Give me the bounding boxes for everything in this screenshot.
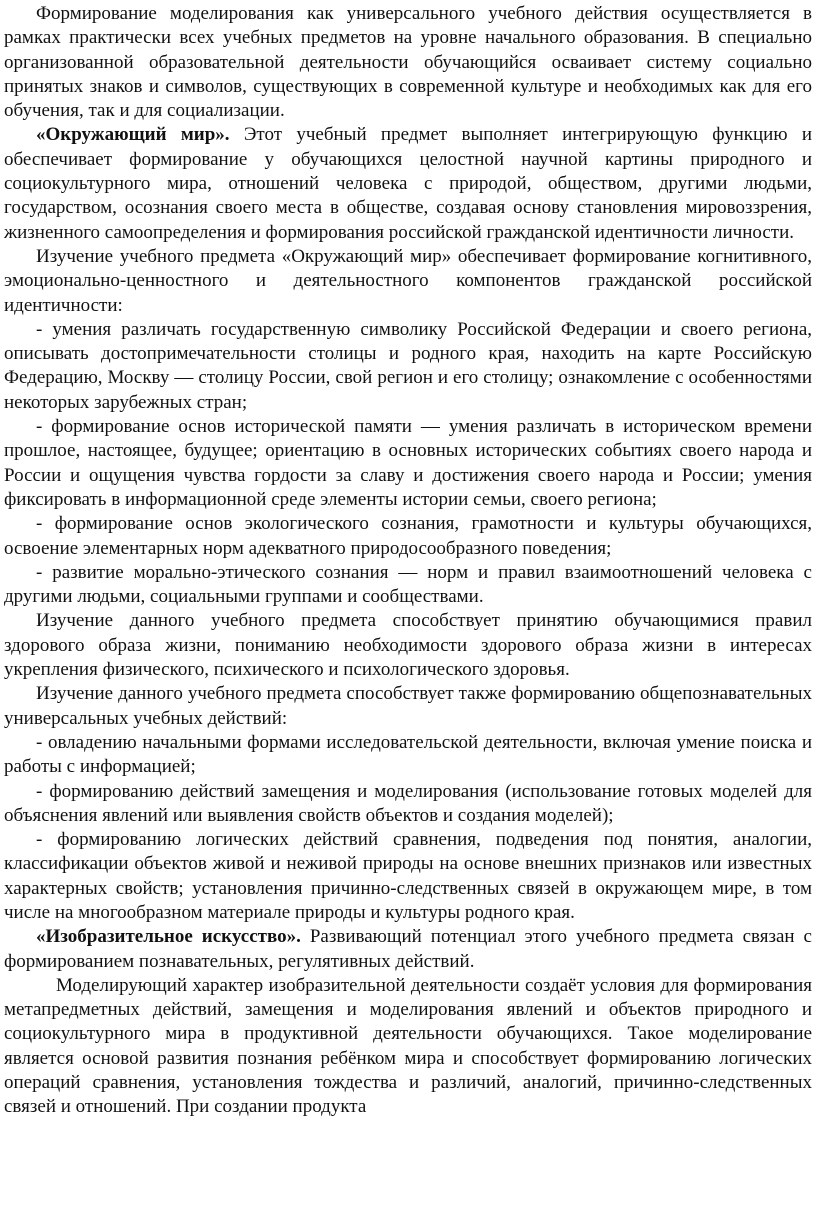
paragraph-text: Этот учебный предмет выполняет интегрирующую функцию и обеспечивает формирование у обучающихся целостной научной картины природного и социокультурного мира, отношений человека с природой, обществом, другими людьми, государством, осознания своего места в обществе, создавая основу становления мировоззрения, жизненного самоопределения и формирования российской гражданской идентичности личности.: [4, 124, 813, 243]
paragraph-text: Формирование моделирования как универсального учебного действия осуществляется в рамках практически всех учебных предметов на уровне начального образования. В специально организованной образовательной деятельности обучающийся осваивает систему социально принятых знаков и символов, существующих в современной культуре и необходимых как для его обучения, так и для социализации.: [4, 3, 812, 122]
paragraph-text: Изучение учебного предмета «Окружающий мир» обеспечивает формирование когнитивного, эмоционально-ценностного и деятельностного компонентов гражданской российской идентичности:: [4, 245, 812, 316]
paragraph-general-actions: [4, 682, 812, 731]
list-item-text: - формированию логических действий сравнения, подведения под понятия, аналогии, классификации объектов живой и неживой природы на основе внешних признаков или известных характерных свойств; установления причинно-следственных связей в окружающем мире, в том числе на многообразном материале природы и культуры родного края.: [4, 829, 812, 923]
paragraph-identity: [4, 245, 812, 318]
list-item: [4, 780, 812, 829]
list-item-text: - формированию действий замещения и моделирования (использование готовых моделей для объяснения явлений или выявления свойств объектов и создания моделей);: [4, 780, 812, 826]
section-heading: «Окружающий мир».: [36, 124, 230, 146]
list-item-text: - овладению начальными формами исследовательской деятельности, включая умение поиска и работы с информацией;: [4, 731, 812, 778]
list-item: [4, 318, 812, 415]
list-item: [4, 512, 812, 561]
list-item: [4, 415, 812, 512]
list-item-text: - формирование основ исторической памяти — умения различать в историческом времени прошлое, настоящее, будущее; ориентацию в основных исторических событиях своего народа и России и ощущения чувства гордости за славу и достижения своего народа и России; умения фиксировать в информационной среде элементы истории семьи, своего региона;: [4, 416, 812, 510]
paragraph-text: Изучение данного учебного предмета способствует принятию обучающимися правил здорового образа жизни, пониманию необходимости здорового образа жизни в интересах укрепления физического, психического и психологического здоровья.: [4, 610, 812, 681]
paragraph-okruzhayushchiy-mir: [4, 123, 812, 244]
list-item-text: - умения различать государственную символику Российской Федерации и своего региона, описывать достопримечательности столицы и родного края, находить на карте Российскую Федерацию, Москву — столицу России, свой регион и его столицу; ознакомление с особенностями некоторых зарубежных стран;: [4, 318, 812, 413]
paragraph-text: Развивающий потенциал этого учебного предмета связан с формированием познавательных, регулятивных действий.: [4, 926, 812, 972]
paragraph-modeling: [4, 974, 812, 1120]
list-item-text: - развитие морально-этического сознания — норм и правил взаимоотношений человека с другими людьми, социальными группами и сообществами.: [4, 561, 812, 608]
paragraph-intro: [4, 2, 812, 123]
paragraph-izobrazitelnoe-iskusstvo: [4, 925, 812, 974]
list-item-text: - формирование основ экологического сознания, грамотности и культуры обучающихся, освоение элементарных норм адекватного природосообразного поведения;: [4, 513, 812, 559]
paragraph-text: Изучение данного учебного предмета способствует также формированию общепознавательных универсальных учебных действий:: [4, 683, 812, 729]
paragraph-health: [4, 609, 812, 682]
list-item: [4, 731, 812, 780]
list-item: [4, 828, 812, 925]
section-heading: «Изобразительное искусство».: [36, 926, 301, 948]
list-item: [4, 561, 812, 610]
paragraph-text: Моделирующий характер изобразительной деятельности создаёт условия для формирования метапредметных действий, замещения и моделирования явлений и объектов природного и социокультурного мира в продуктивной деятельности обучающихся. Такое моделирование является основой развития познания ребёнком мира и способствует формированию логических операций сравнения, установления тождества и различий, аналогий, причинно-следственных связей и отношений. При создании продукта: [4, 974, 812, 1118]
